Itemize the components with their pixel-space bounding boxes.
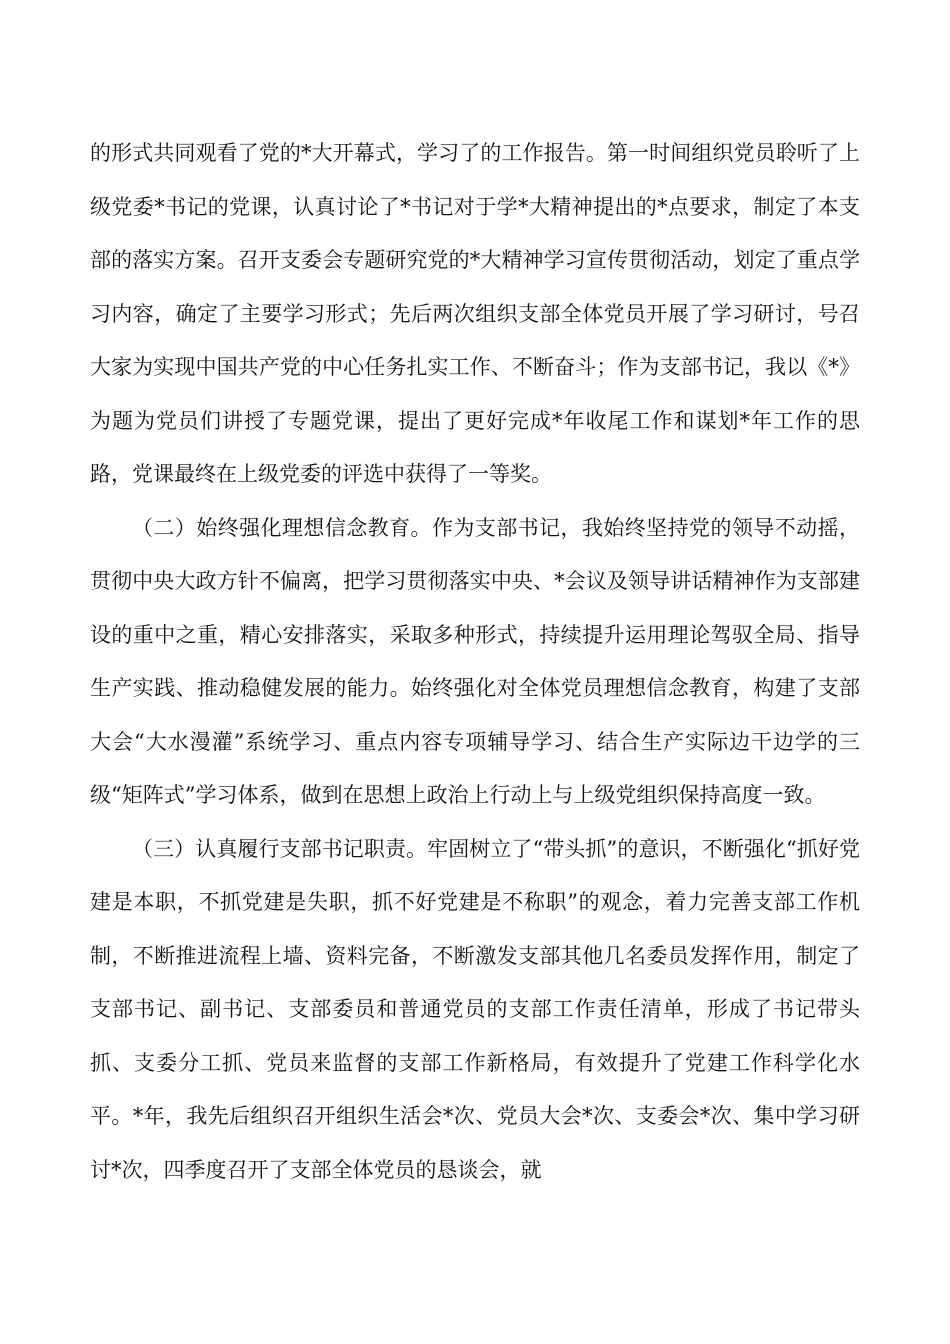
document-body <box>90 127 860 1197</box>
paragraph-secretary-duties: （三）认真履行支部书记职责。牢固树立了“带头抓”的意识，不断强化“抓好党建是本职，不抓党建是失职，抓不好党建是不称职”的观念，着力完善支部工作机制，不断推进流程上墙、资料完备，不断激发支部其他几名委员发挥作用，制定了支部书记、副书记、支部委员和普通党员的支部工作责任清单，形成了书记带头抓、支委分工抓、党员来监督的支部工作新格局，有效提升了党建工作科学化水平。*年，我先后组织召开组织生活会*次、党员大会*次、支委会*次、集中学习研讨*次，四季度召开了支部全体党员的恳谈会，就 <box>90 836 860 1182</box>
paragraph-ideals-education: （二）始终强化理想信念教育。作为支部书记，我始终坚持党的领导不动摇，贯彻中央大政方针不偏离，把学习贯彻落实中央、*会议及领导讲话精神作为支部建设的重中之重，精心安排落实，采取多种形式，持续提升运用理论驾驭全局、指导生产实践、推动稳健发展的能力。始终强化对全体党员理想信念教育，构建了支部大会“大水漫灌”系统学习、重点内容专项辅导学习、结合生产实际边干边学的三级“矩阵式”学习体系，做到在思想上政治上行动上与上级党组织保持高度一致。 <box>90 515 860 807</box>
paragraph-study-activities: 的形式共同观看了党的*大开幕式，学习了的工作报告。第一时间组织党员聆听了上级党委*书记的党课，认真讨论了*书记对于学*大精神提出的*点要求，制定了本支部的落实方案。召开支委会专题研究党的*大精神学习宣传贯彻活动，划定了重点学习内容，确定了主要学习形式；先后两次组织支部全体党员开展了学习研讨，号召大家为实现中国共产党的中心任务扎实工作、不断奋斗；作为支部书记，我以《*》为题为党员们讲授了专题党课，提出了更好完成*年收尾工作和谋划*年工作的思路，党课最终在上级党委的评选中获得了一等奖。 <box>90 141 860 486</box>
